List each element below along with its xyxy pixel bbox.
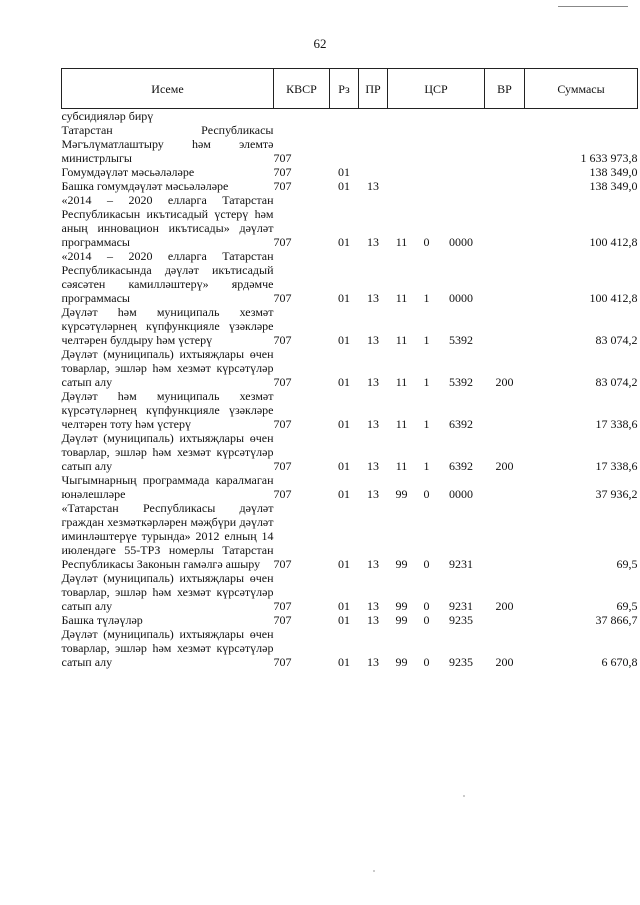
header-sum: Суммасы: [525, 69, 638, 109]
cell-vr: [485, 179, 525, 193]
cell-c2: [416, 123, 438, 165]
table-header-row: [62, 69, 638, 109]
cell-vr: 200: [495, 599, 514, 613]
cell-c3: 9235: [449, 613, 473, 627]
table-row: [62, 179, 638, 193]
cell-kvsr: 707: [273, 557, 292, 571]
cell-pr: 13: [367, 235, 379, 249]
corner-mark: [558, 6, 628, 7]
header-name: Исеме: [62, 69, 274, 109]
cell-name: Чыгымнарның программада каралмаган юнәлешләре: [61, 473, 274, 501]
cell-c2: 1: [423, 375, 430, 389]
cell-rz: 01: [338, 291, 350, 305]
cell-name: Татарстан Республикасы Мәгълүматлаштыру һәм элемтә министрлыгы: [61, 123, 274, 165]
cell-kvsr: 707: [273, 235, 292, 249]
cell-c3: 5392: [449, 333, 473, 347]
cell-c3: [438, 179, 485, 193]
table-row: [62, 305, 638, 347]
cell-name: Башка гомумдәүләт мәсьәләләре: [61, 179, 229, 193]
table-row: [62, 431, 638, 473]
cell-sum: 37 936,2: [595, 487, 638, 501]
cell-vr: 200: [495, 459, 514, 473]
table-row: [62, 249, 638, 305]
table-row: [62, 571, 638, 613]
cell-sum: 17 338,6: [595, 459, 638, 473]
cell-c1: 11: [395, 333, 408, 347]
cell-name: Дәүләт (муниципаль) ихтыяҗлары өчен товарлар, эшләр һәм хезмәт күрсәтүләр сатып алу: [61, 347, 274, 389]
cell-rz: 01: [338, 613, 350, 627]
cell-c1: 99: [395, 655, 408, 669]
cell-sum: 1 633 973,8: [580, 151, 638, 165]
cell-c2: 1: [423, 417, 430, 431]
cell-pr: 13: [367, 599, 379, 613]
cell-c1: 11: [395, 459, 408, 473]
cell-kvsr: 707: [273, 655, 292, 669]
cell-sum: [525, 109, 638, 124]
cell-kvsr: 707: [273, 417, 292, 431]
table-body: [62, 109, 638, 670]
cell-pr: 13: [367, 291, 379, 305]
cell-kvsr: 707: [273, 151, 292, 165]
cell-rz: 01: [338, 235, 350, 249]
cell-c1: [388, 165, 416, 179]
cell-c3: 0000: [449, 235, 473, 249]
cell-name: субсидияләр бирү: [61, 109, 154, 123]
cell-vr: [485, 389, 525, 431]
cell-pr: 13: [367, 333, 379, 347]
cell-pr: 13: [367, 487, 379, 501]
cell-name: Дәүләт һәм муниципаль хезмәт күрсәтүләрнең күпфункцияле үзәкләре челтәрен тоту һәм үстерү: [61, 389, 274, 431]
cell-rz: [330, 109, 359, 124]
budget-table: [61, 68, 638, 669]
cell-pr: 13: [367, 655, 379, 669]
header-rz: Рз: [330, 69, 359, 109]
cell-c1: 11: [395, 375, 408, 389]
cell-c2: [416, 179, 438, 193]
cell-sum: 37 866,7: [595, 613, 638, 627]
cell-rz: 01: [338, 375, 350, 389]
cell-sum: 100 412,8: [589, 291, 638, 305]
cell-rz: 01: [338, 179, 350, 193]
header-pr: ПР: [359, 69, 388, 109]
cell-name: Дәүләт (муниципаль) ихтыяҗлары өчен товарлар, эшләр һәм хезмәт күрсәтүләр сатып алу: [61, 431, 274, 473]
table-row: [62, 389, 638, 431]
table-row: [62, 501, 638, 571]
table-row: [62, 165, 638, 179]
cell-vr: [485, 305, 525, 347]
cell-name: Дәүләт һәм муниципаль хезмәт күрсәтүләрнең күпфункцияле үзәкләре челтәрен булдыру һәм үстерү: [61, 305, 274, 347]
cell-pr: 13: [367, 375, 379, 389]
cell-kvsr: 707: [273, 375, 292, 389]
cell-c1: [388, 179, 416, 193]
cell-pr: [359, 123, 388, 165]
cell-c2: [416, 109, 438, 124]
cell-c2: 1: [423, 291, 430, 305]
cell-sum: 6 670,8: [601, 655, 638, 669]
cell-c3: 0000: [449, 291, 473, 305]
cell-name: Башка түләүләр: [61, 613, 143, 627]
table-row: [62, 473, 638, 501]
cell-rz: 01: [338, 165, 350, 179]
cell-c2: 1: [423, 459, 430, 473]
cell-c3: 9231: [449, 557, 473, 571]
cell-vr: [485, 123, 525, 165]
cell-rz: 01: [338, 417, 350, 431]
cell-c3: 6392: [449, 417, 473, 431]
page-number: 62: [313, 36, 327, 51]
cell-c1: 11: [395, 417, 408, 431]
cell-vr: 200: [495, 375, 514, 389]
cell-c2: 0: [423, 557, 430, 571]
cell-c2: 0: [423, 599, 430, 613]
cell-pr: 13: [367, 459, 379, 473]
cell-name: Гомумдәүләт мәсьәләләре: [61, 165, 195, 179]
cell-kvsr: [274, 109, 330, 124]
cell-sum: 83 074,2: [595, 333, 638, 347]
cell-c2: 0: [423, 235, 430, 249]
cell-sum: 17 338,6: [595, 417, 638, 431]
cell-pr: [359, 165, 388, 179]
cell-sum: 69,5: [616, 557, 638, 571]
cell-sum: 138 349,0: [589, 179, 638, 193]
cell-c3: [438, 109, 485, 124]
table-row: [62, 109, 638, 124]
cell-vr: [485, 501, 525, 571]
cell-vr: [485, 193, 525, 249]
table-row: [62, 123, 638, 165]
cell-pr: 13: [367, 417, 379, 431]
cell-c2: 0: [423, 613, 430, 627]
cell-rz: 01: [338, 599, 350, 613]
cell-pr: 13: [367, 613, 379, 627]
cell-c3: 9235: [449, 655, 473, 669]
cell-name: Дәүләт (муниципаль) ихтыяҗлары өчен товарлар, эшләр һәм хезмәт күрсәтүләр сатып алу: [61, 627, 274, 669]
cell-rz: [330, 123, 359, 165]
cell-sum: 100 412,8: [589, 235, 638, 249]
table-row: [62, 627, 638, 669]
cell-c1: 99: [395, 557, 408, 571]
cell-kvsr: 707: [273, 613, 292, 627]
cell-c2: 0: [423, 487, 430, 501]
cell-c2: 1: [423, 333, 430, 347]
cell-kvsr: 707: [273, 487, 292, 501]
cell-rz: 01: [338, 333, 350, 347]
cell-rz: 01: [338, 487, 350, 501]
cell-vr: 200: [495, 655, 514, 669]
cell-c1: [388, 109, 416, 124]
header-vr: ВР: [485, 69, 525, 109]
cell-c1: [388, 123, 416, 165]
table-row: [62, 613, 638, 627]
cell-pr: [359, 109, 388, 124]
cell-kvsr: 707: [273, 165, 292, 179]
cell-vr: [485, 249, 525, 305]
table-row: [62, 347, 638, 389]
cell-kvsr: 707: [273, 179, 292, 193]
cell-c1: 11: [395, 291, 408, 305]
table-row: [62, 193, 638, 249]
cell-rz: 01: [338, 459, 350, 473]
header-kvsr: КВСР: [274, 69, 330, 109]
cell-rz: 01: [338, 655, 350, 669]
cell-c3: 0000: [449, 487, 473, 501]
cell-name: «2014 – 2020 елларга Татарстан Республикасын икътисадый үстерү һәм аның инновацион икътисады» дәүләт программасы: [61, 193, 274, 249]
cell-kvsr: 707: [273, 333, 292, 347]
cell-c3: 6392: [449, 459, 473, 473]
cell-c1: 11: [395, 235, 408, 249]
cell-pr: 13: [367, 179, 379, 193]
cell-sum: 83 074,2: [595, 375, 638, 389]
cell-c2: 0: [423, 655, 430, 669]
cell-name: Дәүләт (муниципаль) ихтыяҗлары өчен товарлар, эшләр һәм хезмәт күрсәтүләр сатып алу: [61, 571, 274, 613]
cell-name: «Татарстан Республикасы дәүләт граждан хезмәткәрләрен мәҗбүри дәүләт иминләштерүе турында» 2012 елның 14 июлендәге 55-ТРЗ номерлы Татарстан Республикасы Законын гамәлгә ашыру: [61, 501, 274, 571]
cell-kvsr: 707: [273, 459, 292, 473]
cell-vr: [485, 473, 525, 501]
cell-c1: 99: [395, 487, 408, 501]
cell-c1: 99: [395, 613, 408, 627]
scan-dot: [373, 870, 375, 872]
cell-c3: 5392: [449, 375, 473, 389]
cell-name: «2014 – 2020 елларга Татарстан Республикасында дәүләт икътисадый сәясәтен камилләштерү» ярдәмче программасы: [61, 249, 274, 305]
cell-c3: 9231: [449, 599, 473, 613]
cell-c3: [438, 165, 485, 179]
cell-rz: 01: [338, 557, 350, 571]
cell-kvsr: 707: [273, 291, 292, 305]
cell-sum: 138 349,0: [589, 165, 638, 179]
cell-vr: [485, 165, 525, 179]
header-csr: ЦСР: [388, 69, 485, 109]
cell-pr: 13: [367, 557, 379, 571]
cell-c1: 99: [395, 599, 408, 613]
cell-vr: [485, 109, 525, 124]
cell-vr: [485, 613, 525, 627]
scan-dot: [463, 795, 465, 797]
cell-c2: [416, 165, 438, 179]
cell-c3: [438, 123, 485, 165]
cell-sum: 69,5: [616, 599, 638, 613]
cell-kvsr: 707: [273, 599, 292, 613]
